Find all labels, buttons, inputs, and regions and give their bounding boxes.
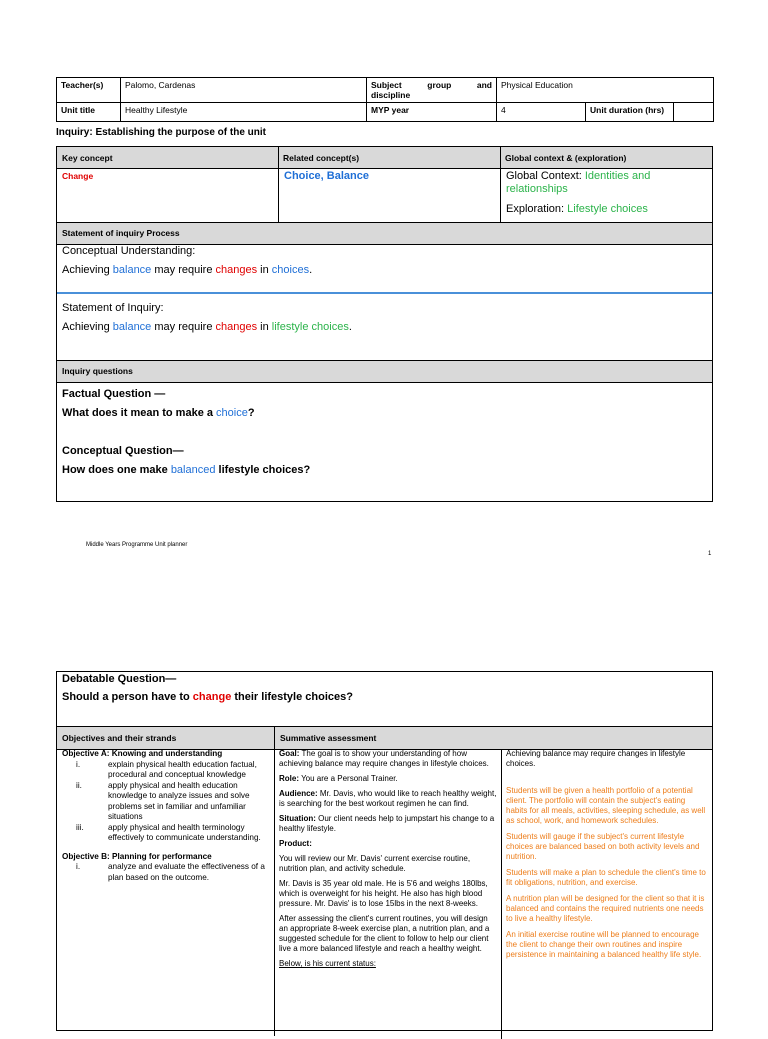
audience-text: Audience: Mr. Davis, who would like to reach healthy weight, is searching for the best workout regimen he can find. bbox=[279, 789, 497, 808]
objective-strand bbox=[62, 862, 270, 883]
debatable-question-box bbox=[56, 671, 713, 1031]
unit-duration-label: Unit duration (hrs) bbox=[586, 103, 674, 122]
objective-strand bbox=[62, 781, 270, 823]
objectives-column bbox=[62, 749, 270, 883]
assessment-task: Students will make a plan to schedule the client's time to fit obligations, nutrition, and exercise. bbox=[506, 868, 706, 887]
unit-duration-value bbox=[674, 103, 714, 122]
soi-heading: Statement of Inquiry: bbox=[62, 302, 164, 314]
strand-number: i. bbox=[76, 759, 81, 769]
related-concept-value: Choice, Balance bbox=[284, 170, 369, 182]
teachers-value: Palomo, Cardenas bbox=[121, 78, 367, 103]
assessment-task: A nutrition plan will be designed for the client so that it is balanced and contains the required nutrients one needs to live a healthy lifestyle. bbox=[506, 894, 705, 923]
strand-number: iii. bbox=[76, 822, 84, 832]
assessment-task: An initial exercise routine will be planned to encourage the client to change their own routines and inspire persistence in maintaining a balanced healthy life style. bbox=[506, 930, 702, 959]
exploration-value: Exploration: Lifestyle choices bbox=[506, 203, 648, 215]
role-text: Role: You are a Personal Trainer. bbox=[279, 774, 398, 783]
page-footer: Middle Years Programme Unit planner bbox=[86, 542, 188, 548]
debatable-question: Should a person have to change their lifestyle choices? bbox=[62, 691, 353, 703]
factual-question: What does it mean to make a choice? bbox=[62, 407, 255, 419]
inquiry-table bbox=[56, 146, 713, 502]
assessment-task: Students will be given a health portfolio of a potential client. The portfolio will contain the subject's eating habits for all meals, activities, sleeping schedule, as well as school, work, and homework schedules. bbox=[506, 786, 706, 825]
objective-a-title: Objective A: Knowing and understanding bbox=[62, 749, 223, 758]
objective-strand bbox=[62, 823, 270, 844]
unit-info-table bbox=[56, 77, 714, 122]
strand-number: ii. bbox=[76, 780, 82, 790]
right-intro: Achieving balance may require changes in lifestyle choices. bbox=[506, 749, 686, 768]
debatable-question-heading: Debatable Question— bbox=[62, 673, 177, 685]
related-concept-label: Related concept(s) bbox=[283, 153, 360, 163]
product-label: Product: bbox=[279, 839, 312, 848]
unit-title-label: Unit title bbox=[57, 103, 121, 122]
goal-text: Goal: The goal is to show your understanding of how achieving balance may require changes in lifestyle choices. bbox=[279, 749, 489, 768]
product-paragraph-2: Mr. Davis is 35 year old male. He is 5'6 and weighs 180lbs, which is overweight for his height. He also has high blood pressure. Mr. Davis' is to lose 15lbs in the next 8-weeks. bbox=[279, 879, 488, 908]
global-context-label: Global context & (exploration) bbox=[505, 153, 627, 163]
page-number: 1 bbox=[708, 551, 712, 557]
subject-label: Subject group and discipline bbox=[367, 78, 497, 103]
conceptual-question: How does one make balanced lifestyle choices? bbox=[62, 464, 311, 476]
product-paragraph-1: You will review our Mr. Davis' current exercise routine, nutrition plan, and activity schedule. bbox=[279, 854, 471, 873]
objective-b-title: Objective B: Planning for performance bbox=[62, 851, 212, 861]
divider-line bbox=[57, 292, 712, 294]
summative-column bbox=[279, 749, 497, 974]
factual-question-heading: Factual Question — bbox=[62, 388, 166, 400]
soi-process-label: Statement of inquiry Process bbox=[62, 228, 180, 238]
subject-value: Physical Education bbox=[497, 78, 714, 103]
assessment-details-column bbox=[506, 749, 708, 966]
objectives-label: Objectives and their strands bbox=[62, 733, 177, 743]
unit-title-value: Healthy Lifestyle bbox=[121, 103, 367, 122]
cu-heading: Conceptual Understanding: bbox=[62, 245, 196, 257]
strand-number: i. bbox=[76, 862, 81, 871]
conceptual-understanding: Achieving balance may require changes in choices. bbox=[62, 264, 313, 276]
global-context-value: Global Context: Identities and relationships bbox=[506, 170, 651, 195]
teachers-label: Teacher(s) bbox=[57, 78, 121, 103]
strand-text: analyze and evaluate the effectiveness of a plan based on the outcome. bbox=[108, 862, 265, 882]
product-paragraph-4: Below, is his current status: bbox=[279, 959, 376, 968]
assessment-task: Students will gauge if the subject's current lifestyle choices are balanced based on both activity levels and nutrition. bbox=[506, 832, 700, 861]
inquiry-questions-label: Inquiry questions bbox=[62, 366, 133, 376]
product-paragraph-3: After assessing the client's current routines, you will design an appropriate 8-week exercise plan, a nutrition plan, and a suggested schedule for the client to follow to help our client live a more balanced lifestyle and reach a healthy weight. bbox=[279, 914, 490, 953]
inquiry-heading: Inquiry: Establishing the purpose of the unit bbox=[56, 127, 266, 138]
statement-of-inquiry: Achieving balance may require changes in lifestyle choices. bbox=[62, 321, 352, 333]
conceptual-question-heading: Conceptual Question— bbox=[62, 445, 184, 457]
summative-label: Summative assessment bbox=[280, 733, 377, 743]
situation-text: Situation: Our client needs help to jumpstart his change to a healthy lifestyle. bbox=[279, 814, 495, 833]
myp-year-label: MYP year bbox=[367, 103, 497, 122]
objective-strand bbox=[62, 760, 270, 781]
strand-text: apply physical and health education knowledge to analyze issues and solve problems set in familiar and unfamiliar situations bbox=[108, 780, 250, 821]
key-concept-label: Key concept bbox=[62, 153, 113, 163]
strand-text: explain physical health education factual, procedural and conceptual knowledge bbox=[108, 759, 257, 779]
key-concept-value: Change bbox=[62, 171, 94, 181]
myp-year-value: 4 bbox=[497, 103, 586, 122]
strand-text: apply physical and health terminology effectively to communicate understanding. bbox=[108, 822, 261, 842]
